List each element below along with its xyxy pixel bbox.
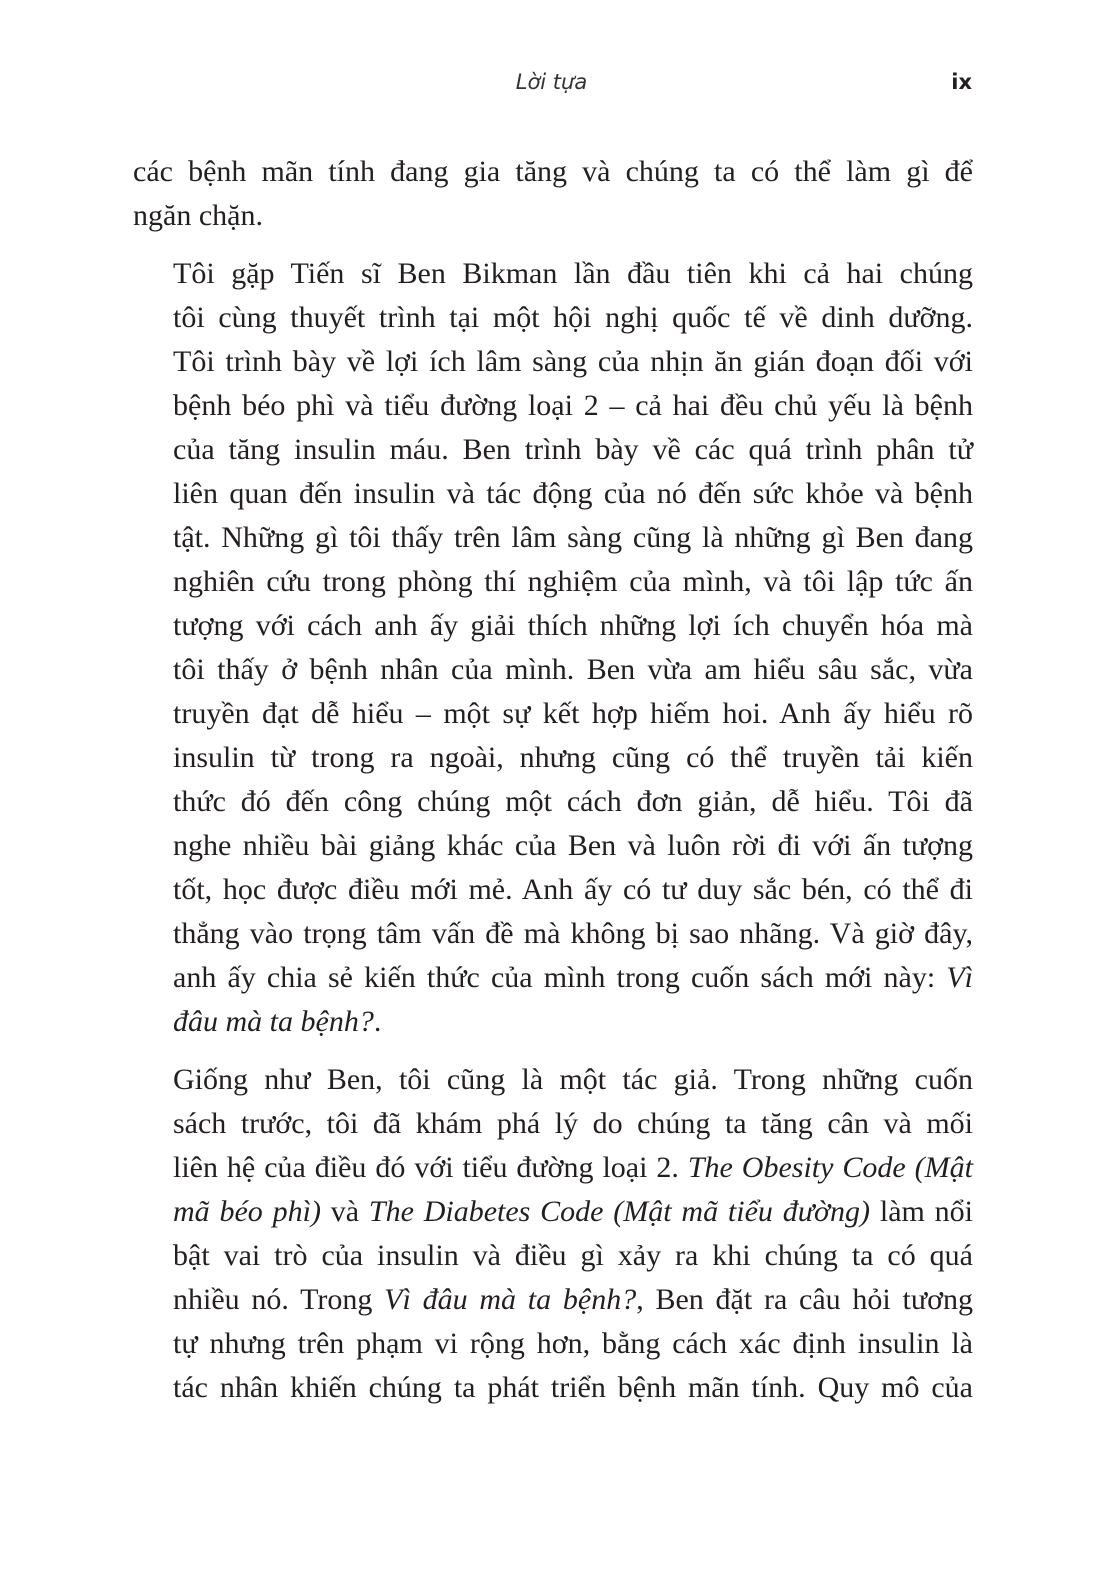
book-title-italic: The Diabetes Code (Mật mã tiểu đường) (368, 1195, 871, 1228)
text-line: thức đó đến công chúng một cách đơn giản, dễ hiểu. Tôi đã (173, 785, 973, 818)
text-line (133, 1190, 973, 1234)
book-title-italic: Vì đâu mà ta bệnh? (384, 1283, 637, 1316)
text-line: sách trước, tôi đã khám phá lý do chúng ta tăng cân và mối (173, 1107, 973, 1140)
text-run: và (320, 1195, 369, 1228)
book-title-italic: Vì (946, 961, 973, 994)
text-run: anh ấy chia sẻ kiến thức của mình trong cuốn sách mới này: (173, 961, 947, 994)
paragraph-1 (133, 150, 973, 238)
text-line: bật vai trò của insulin và điều gì xảy ra khi chúng ta có quá (173, 1239, 973, 1272)
text-line: thẳng vào trọng tâm vấn đề mà không bị sao nhãng. Và giờ đây, (173, 917, 973, 950)
paragraph-3 (133, 1058, 973, 1410)
text-line: Tôi trình bày về lợi ích lâm sàng của nhịn ăn gián đoạn đối với (173, 345, 973, 378)
book-title-italic: mã béo phì) (173, 1195, 321, 1228)
text-line: tác nhân khiến chúng ta phát triển bệnh mãn tính. Quy mô của (173, 1371, 973, 1404)
book-title-italic: đâu mà ta bệnh? (173, 1005, 374, 1038)
text-line: liên quan đến insulin và tác động của nó đến sức khỏe và bệnh (173, 477, 973, 510)
text-line: của tăng insulin máu. Ben trình bày về các quá trình phân tử (173, 433, 973, 466)
text-line: tốt, học được điều mới mẻ. Anh ấy có tư duy sắc bén, có thể đi (173, 873, 973, 906)
text-line: ngăn chặn. (133, 199, 263, 232)
text-line (133, 1278, 973, 1322)
text-line: tôi thấy ở bệnh nhân của mình. Ben vừa am hiểu sâu sắc, vừa (173, 653, 973, 686)
running-title: Lời tựa (515, 70, 588, 94)
text-run: , Ben đặt ra câu hỏi tương (636, 1283, 973, 1316)
book-title-italic: The Obesity Code (Mật (687, 1151, 973, 1184)
text-run: nhiều nó. Trong (173, 1283, 385, 1316)
text-line: tự nhưng trên phạm vi rộng hơn, bằng cách xác định insulin là (173, 1327, 973, 1360)
text-line (133, 956, 973, 1000)
page-number: ix (951, 70, 972, 94)
text-line: tượng với cách anh ấy giải thích những lợi ích chuyển hóa mà (173, 609, 973, 642)
text-line: Tôi gặp Tiến sĩ Ben Bikman lần đầu tiên khi cả hai chúng (173, 257, 973, 290)
text-line: truyền đạt dễ hiểu – một sự kết hợp hiếm hoi. Anh ấy hiểu rõ (173, 697, 973, 730)
text-run: làm nổi (870, 1195, 974, 1228)
text-line: Giống như Ben, tôi cũng là một tác giả. Trong những cuốn (173, 1063, 973, 1096)
body-text (133, 150, 973, 1424)
text-line: tôi cùng thuyết trình tại một hội nghị quốc tế về dinh dưỡng. (173, 301, 973, 334)
text-line: tật. Những gì tôi thấy trên lâm sàng cũng là những gì Ben đang (173, 521, 973, 554)
text-line: insulin từ trong ra ngoài, nhưng cũng có thể truyền tải kiến (173, 741, 973, 774)
text-run: liên hệ của điều đó với tiểu đường loại 2. (173, 1151, 688, 1184)
paragraph-2 (133, 252, 973, 1044)
text-line: các bệnh mãn tính đang gia tăng và chúng ta có thể làm gì để (133, 155, 973, 188)
text-line: nghiên cứu trong phòng thí nghiệm của mình, và tôi lập tức ấn (173, 565, 973, 598)
text-line: bệnh béo phì và tiểu đường loại 2 – cả hai đều chủ yếu là bệnh (173, 389, 973, 422)
text-line (133, 1146, 973, 1190)
text-run: . (373, 1005, 382, 1038)
text-line: nghe nhiều bài giảng khác của Ben và luôn rời đi với ấn tượng (173, 829, 973, 862)
text-line (133, 1000, 973, 1044)
